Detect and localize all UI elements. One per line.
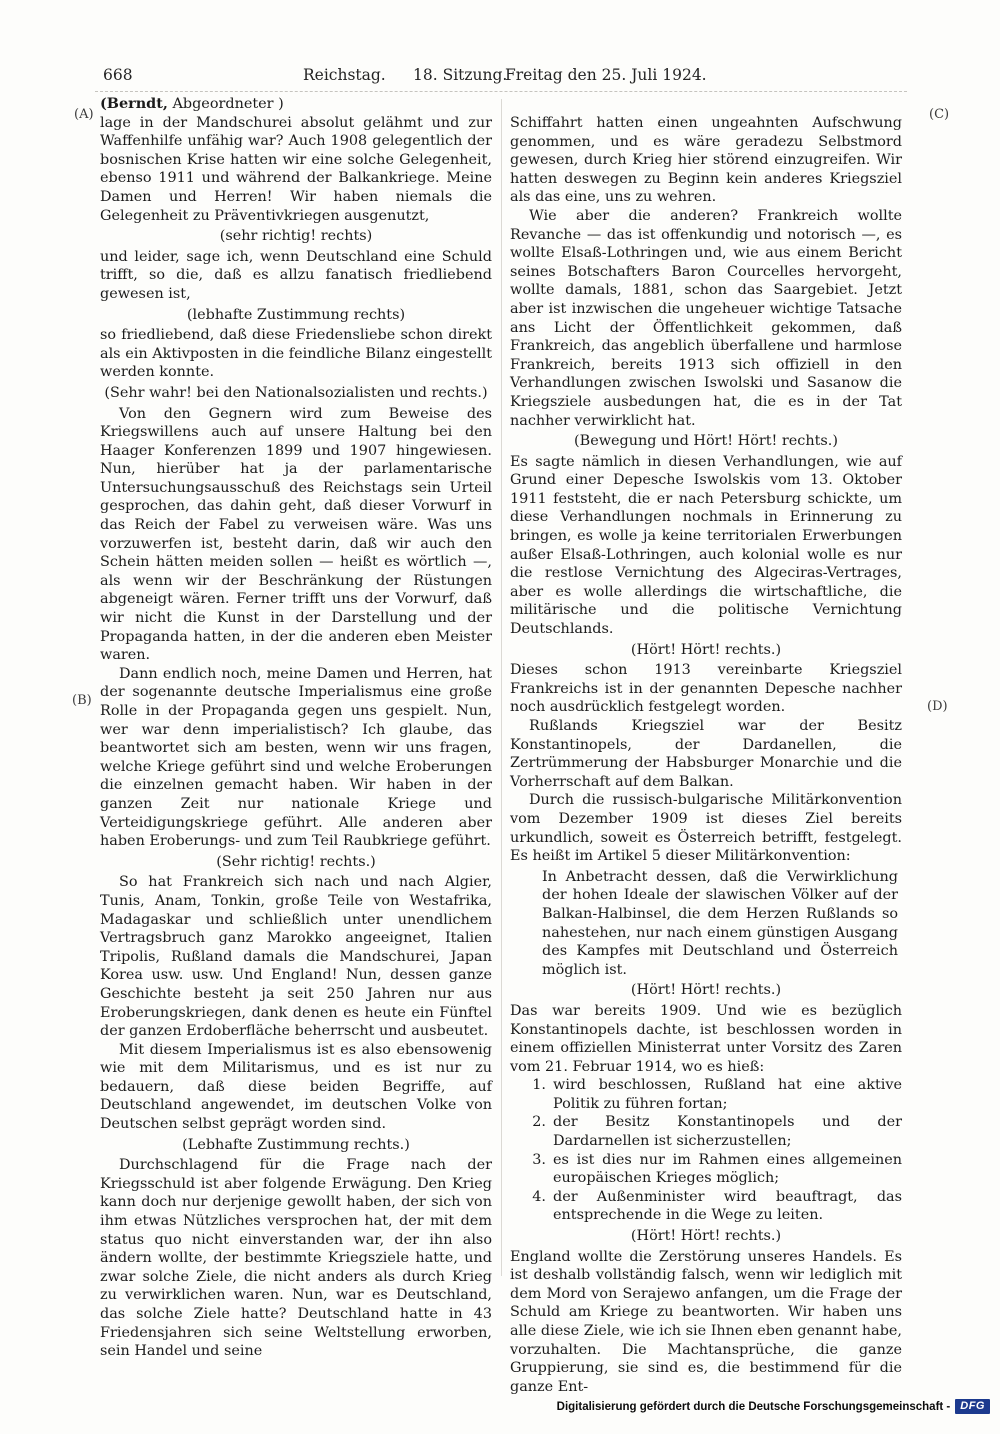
margin-mark-a: (A) — [74, 107, 94, 122]
paragraph: und leider, sage ich, wenn Deutschland eine Schuld trifft, so die, daß es allzu fanatisch friedliebend gewesen ist, — [100, 248, 492, 302]
interjection: (Sehr richtig! rechts.) — [216, 853, 376, 870]
paragraph: England wollte die Zerstörung unseres Handels. Es ist deshalb vollständig falsch, wenn wir lediglich mit dem Mord von Serajewo anfangen, um die Frage der Schuld am Kriege zu beantworten. Wir haben uns alle diese Ziele, wie ich sie Ihnen eben genannt habe, vorzuhalten. Die Machtansprüche, die ganze Gruppierung, sie sind es, die bestimmend für die ganze Ent- — [510, 1248, 902, 1395]
list-number: 3. — [532, 1151, 546, 1168]
paragraph: Mit diesem Imperialismus ist es also ebensowenig wie mit dem Militarismus, und es ist nur zu bedauern, daß diese beiden Begriffe, auf Deutschland angewendet, im deutschen Volke von Deutschen selbst geprägt worden sind. — [100, 1041, 492, 1133]
right-column-body — [510, 114, 902, 1396]
left-column — [100, 95, 492, 1396]
speaker-line — [100, 95, 492, 114]
paragraph: Durchschlagend für die Frage nach der Kriegsschuld ist aber folgende Erwägung. Den Krieg kann doch nur derjenige gewollt haben, der sich von ihm etwas Nützliches versprochen hat, der mit dem status quo nicht einverstanden war, der ihn also ändern wollte, der bestimmte Kriegsziele hatte, und zwar solche Ziele, die nicht anders als durch Krieg zu verwirklichen waren. Nun, war es Deutschland, das solche Ziele hatte? Deutschland hatte in 43 Friedensjahren sich seine Weltstellung erworben, sein Handel und seine — [100, 1157, 492, 1360]
digitization-footer — [557, 1399, 990, 1414]
paragraph: Es sagte nämlich in diesen Verhandlungen, wie auf Grund einer Depesche Iswolskis vom 13. Oktober 1911 feststeht, die er nach Petersburg schickte, um diese Verhandlungen nochmals in Erinnerung zu bringen, es wolle ja keine territorialen Erwerbungen außer Elsaß-Lothringen, auch kolonial wolle es nur die restlose Vernichtung des Algeciras-Vertrages, aber es wolle allerdings die wirtschaftliche, die militärische und die politische Vernichtung Deutschlands. — [510, 453, 902, 638]
interjection: (Hört! Hört! rechts.) — [630, 1228, 782, 1245]
list-item — [526, 1076, 902, 1113]
list-text: der Außenminister wird beauftragt, das entsprechende in die Wege zu leiten. — [553, 1188, 902, 1224]
list-text: es ist dies nur im Rahmen eines allgemeinen europäischen Krieges möglich; — [553, 1151, 902, 1187]
list-number: 1. — [532, 1077, 546, 1094]
list-item — [526, 1188, 902, 1225]
interjection: (Hört! Hört! rechts.) — [630, 982, 782, 999]
interjection: (sehr richtig! rechts) — [219, 228, 373, 245]
speaker-role: Abgeordneter ) — [167, 96, 284, 112]
list-text: der Besitz Konstantinopels und der Dardarnellen ist sicherzustellen; — [553, 1114, 902, 1150]
paragraph: Wie aber die anderen? Frankreich wollte Revanche — das ist offenkundig und notorisch —, es wollte Elsaß-Lothringen und, wie aus einem Bericht seines Botschafters Baron Courcelles hervorgeht, wollte damals, 1881, schon das Saargebiet. Jetzt aber ist inzwischen die ungeheuer wichtige Tatsache ans Licht der Öffentlichkeit gekommen, daß Frankreich, das angeblich überfallene und harmlose Frankreich, bereits 1913 sich offiziell in den Verhandlungen zwischen Iswolski und Sasanow die Kriegsziele ausbedungen hat, die es in der Tat nachher verwirklicht hat. — [510, 207, 902, 429]
interjection: (Hört! Hört! rechts.) — [630, 641, 782, 658]
list-number: 2. — [532, 1114, 546, 1131]
page-number: 668 — [103, 66, 133, 84]
text-columns — [100, 95, 902, 1396]
header-date: Freitag den 25. Juli 1924. — [505, 66, 707, 84]
paragraph: so friedliebend, daß diese Friedensliebe schon direkt als ein Aktivposten in die feindliche Bilanz eingestellt werden konnte. — [100, 327, 492, 381]
interjection: (Lebhafte Zustimmung rechts.) — [182, 1136, 410, 1153]
list-number: 4. — [532, 1188, 546, 1205]
left-column-body — [100, 114, 492, 1361]
list-item — [526, 1113, 902, 1150]
paragraph: Rußlands Kriegsziel war der Besitz Konstantinopels, der Dardanellen, die Zertrümmerung der Habsburger Monarchie und die Vorherrschaft auf dem Balkan. — [510, 718, 902, 790]
paragraph: Das war bereits 1909. Und wie es bezüglich Konstantinopels dachte, ist beschlossen worden in einem offiziellen Ministerrat unter Vorsitz des Zaren vom 21. Februar 1914, wo es hieß: — [510, 1002, 902, 1075]
paragraph: Dieses schon 1913 vereinbarte Kriegsziel Frankreichs ist in der genannten Depesche nachher noch ausdrücklich festgelegt worden. — [510, 662, 902, 716]
list-item — [526, 1151, 902, 1188]
margin-mark-b: (B) — [72, 693, 92, 708]
paragraph: Schiffahrt hatten einen ungeahnten Aufschwung genommen, und es wäre geradezu Selbstmord gewesen, durch Krieg hier störend einzugreifen. Wir hatten deswegen zu Beginn kein anderes Kriegsziel als das eine, uns zu wehren. — [510, 115, 902, 206]
margin-mark-d: (D) — [927, 699, 948, 714]
header-title: Reichstag. — [303, 66, 386, 84]
paragraph: Von den Gegnern wird zum Beweise des Kriegswillens auch auf unsere Haltung bei den Haager Konferenzen 1899 und 1907 hingewiesen. Nun, hierüber hat ja der parlamentarische Untersuchungsausschuß des Reichstags sein Urteil gesprochen, das dahin geht, daß dieser Vorwurf in das Reich der Fabel zu verweisen wäre. Was uns vorzuwerfen ist, besteht darin, daß wir auch den Schein hätten meiden sollen — heißt es wörtlich —, als wenn wir der Beschränkung der Rüstungen abgeneigt wären. Ferner trifft uns der Vorwurf, daß wir nicht die Kunst in der Darstellung und der Propaganda hatten, in der die anderen eben Meister waren. — [100, 405, 492, 664]
paragraph: lage in der Mandschurei absolut gelähmt und zur Waffenhilfe unfähig war? Auch 1908 gelegentlich der bosnischen Krise hatten wir eine solche Gelegenheit, ebenso 1911 und während der Balkankriege. Meine Damen und Herren! Wir haben niemals die Gelegenheit zu Präventivkriegen ausgenutzt, — [100, 114, 492, 224]
paragraph: Durch die russisch-bulgarische Militärkonvention vom Dezember 1909 ist dieses Ziel bereits urkundlich, soweit es Österreich betrifft, festgelegt. Es heißt im Artikel 5 dieser Militärkonvention: — [510, 792, 902, 865]
interjection: (Bewegung und Hört! Hört! rechts.) — [574, 433, 838, 450]
quote-block: In Anbetracht dessen, daß die Verwirklichung der hohen Ideale der slawischen Völker auf der Balkan-Halbinsel, die dem Herzen Rußlands so nahestehen, nur nach einem günstigen Ausgang des Kampfes mit Deutschland und Österreich möglich ist. — [542, 868, 898, 978]
interjection: (Sehr wahr! bei den Nationalsozialisten und rechts.) — [104, 384, 488, 401]
speaker-name: (Berndt, — [100, 95, 168, 112]
header-rule — [95, 91, 907, 92]
column-divider — [501, 99, 502, 1276]
interjection: (lebhafte Zustimmung rechts) — [186, 306, 406, 323]
paragraph: Dann endlich noch, meine Damen und Herren, hat der sogenannte deutsche Imperialismus eine große Rolle in der Propaganda gegen uns gespielt. Nun, wer war denn imperialistisch? Ich glaube, das beantwortet sich am besten, wenn wir uns fragen, welche Kriege geführt sind und welche Eroberungen die einzelnen gemacht haben. Wir haben in der ganzen Zeit nur nationale Kriege und Verteidigungskriege geführt. Alle anderen aber haben Eroberungs- und zum Teil Raubkriege geführt. — [100, 665, 492, 850]
list-text: wird beschlossen, Rußland hat eine aktive Politik zu führen fortan; — [553, 1077, 902, 1112]
footer-text: Digitalisierung gefördert durch die Deutsche Forschungsgemeinschaft - — [556, 1400, 951, 1413]
right-column — [510, 95, 902, 1396]
header-session: 18. Sitzung. — [413, 66, 508, 84]
margin-mark-c: (C) — [929, 107, 950, 122]
paragraph: So hat Frankreich sich nach und nach Algier, Tunis, Anam, Tonkin, große Teile von Westafrika, Madagaskar und schließlich unter unendlichem Vertragsbruch ganz Marokko angeeignet, Italien Tripolis, Rußland damals die Mandschurei, Japan Korea usw. usw. Und England! Nun, dessen ganze Geschichte besteht ja seit 250 Jahren nur aus Eroberungskriegen, dank denen es heute ein Fünftel der ganzen Erdoberfläche beherrscht und ausbeutet. — [100, 874, 492, 1040]
dfg-logo: DFG — [955, 1399, 990, 1414]
